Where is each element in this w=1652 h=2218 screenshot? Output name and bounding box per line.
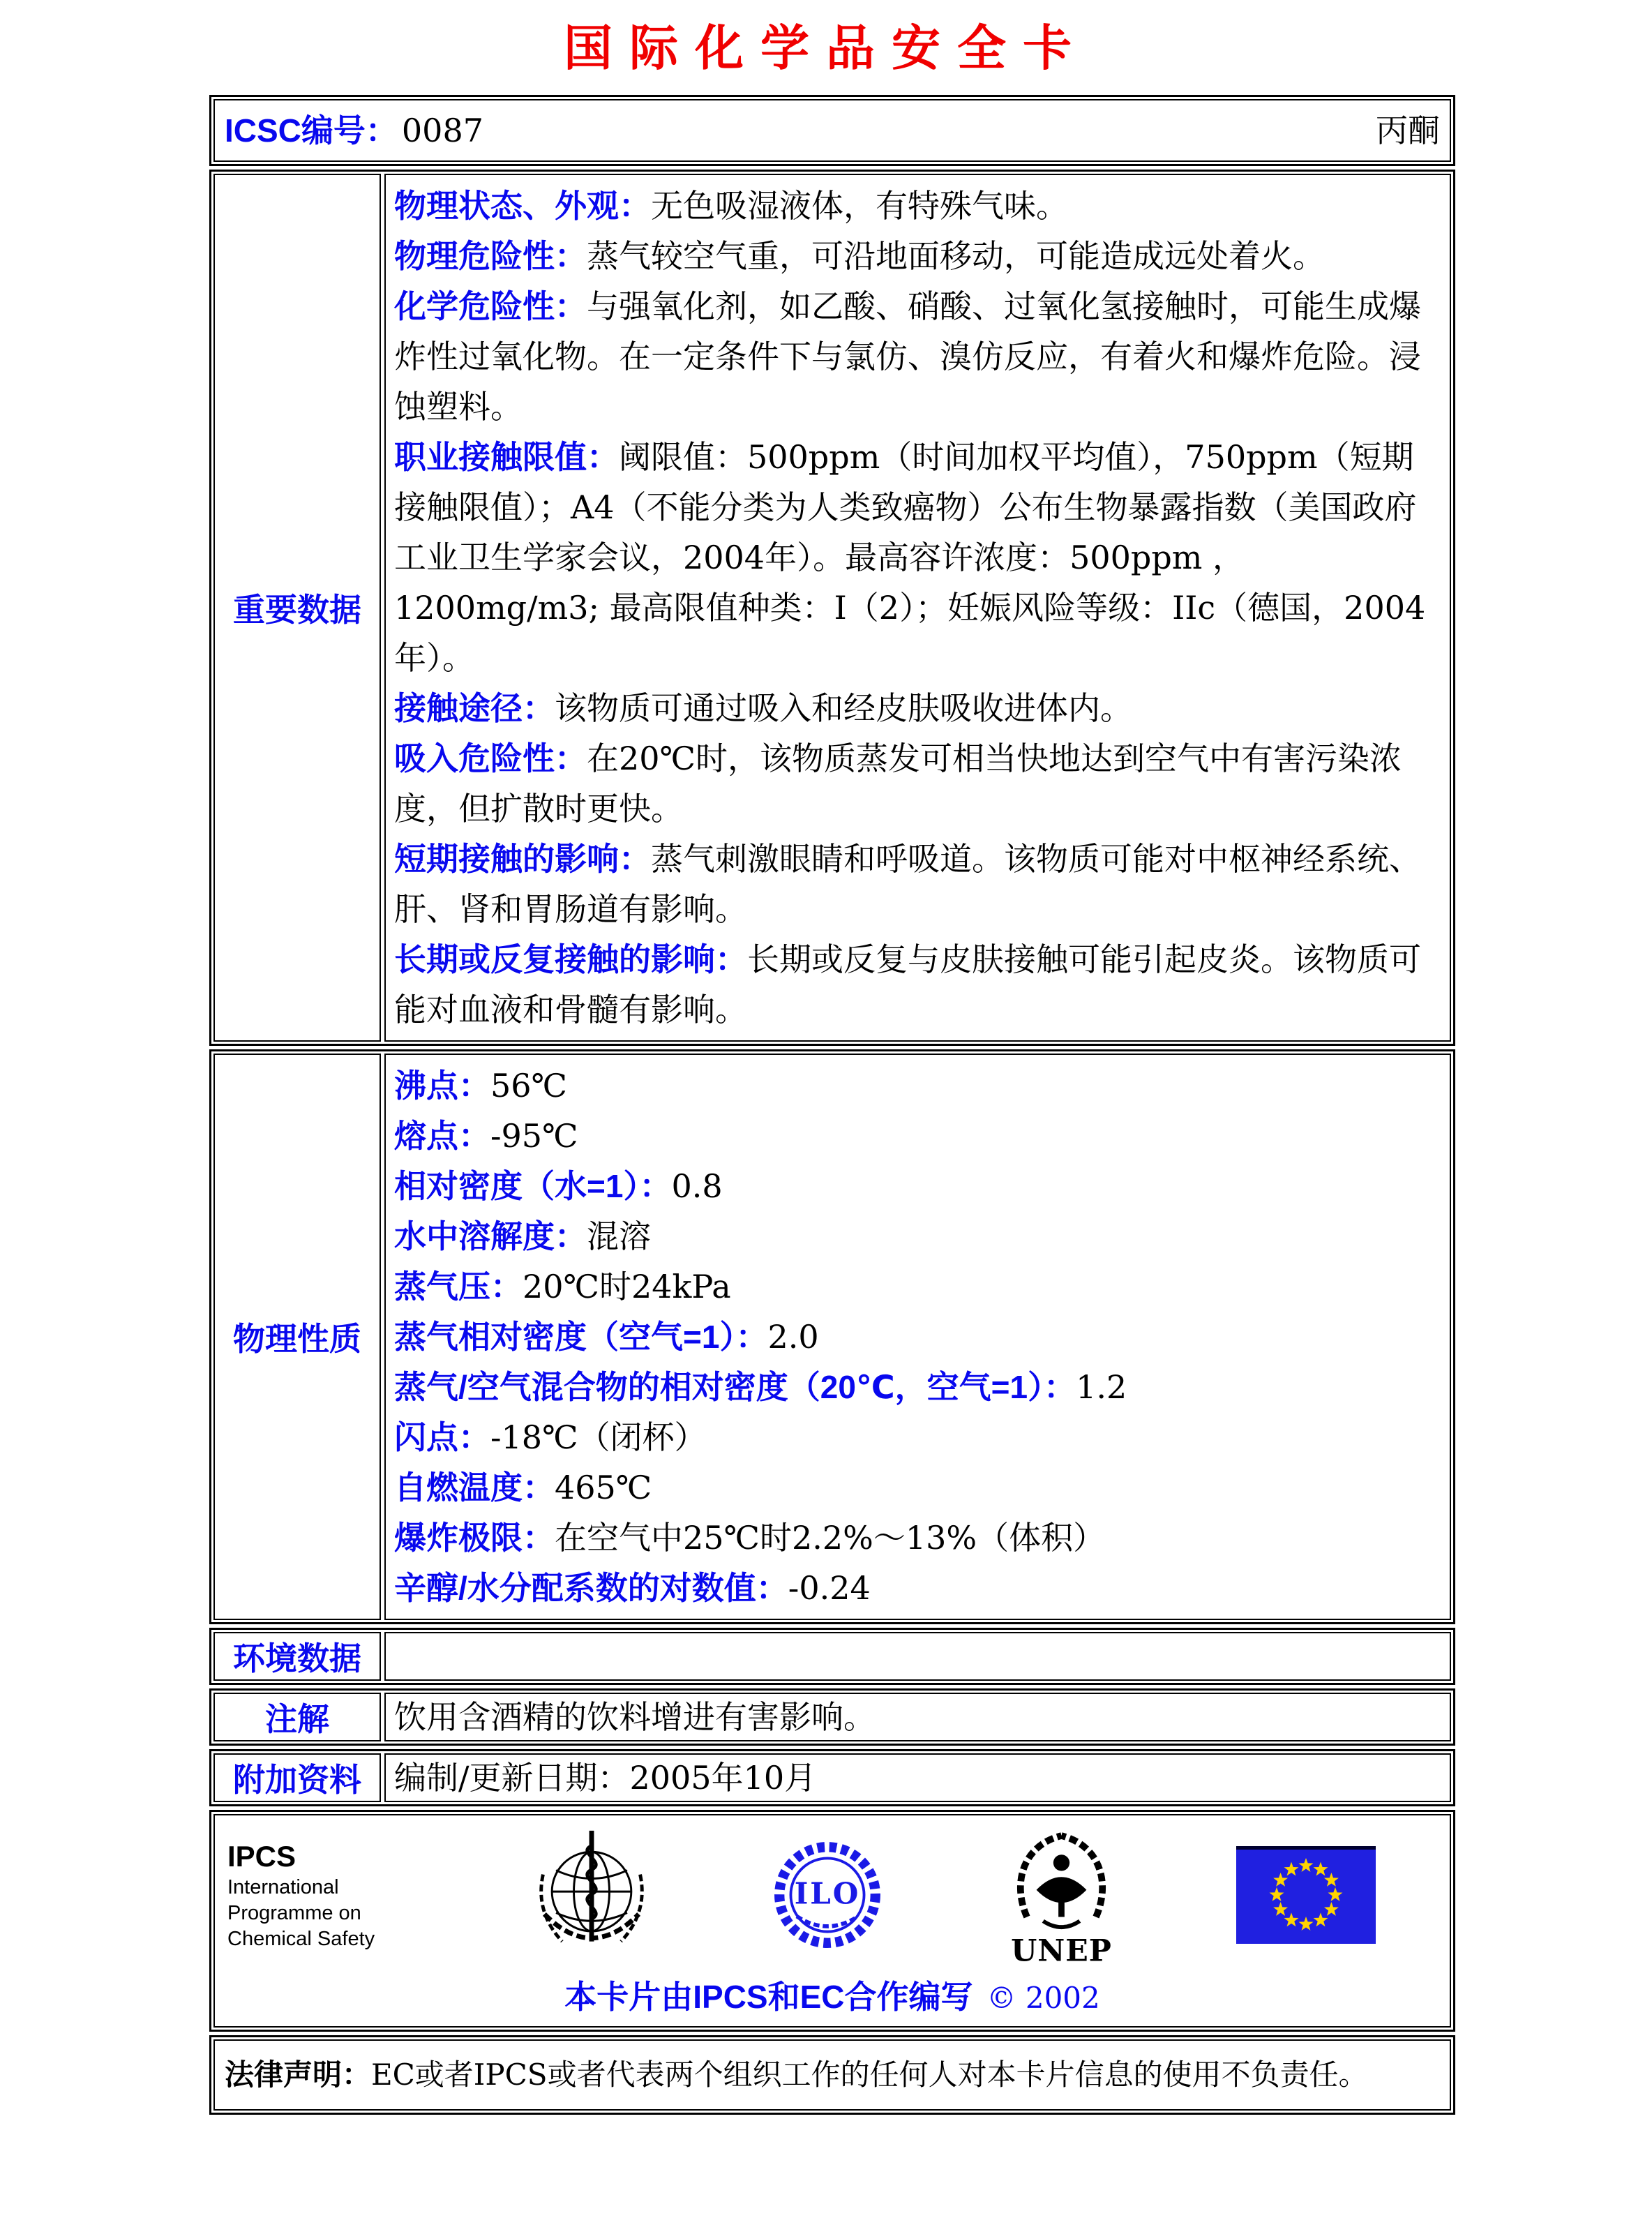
field-label: 爆炸极限： xyxy=(394,1520,555,1556)
field-row xyxy=(394,1513,1441,1563)
field-label: 相对密度（水=1）： xyxy=(394,1168,672,1204)
field-label: 化学危险性： xyxy=(394,288,587,324)
important-data-label: 重要数据 xyxy=(213,174,381,1042)
chemical-name: 丙酮 xyxy=(1376,112,1440,149)
logo-row xyxy=(222,1820,1443,1966)
ipcs-subtitle-line: Chemical Safety xyxy=(227,1927,375,1950)
field-row xyxy=(394,1161,1441,1211)
field-row xyxy=(394,1211,1441,1261)
page-title: 国际化学品安全卡 xyxy=(564,21,1088,75)
field-text: 2.0 xyxy=(767,1318,819,1356)
notes-section xyxy=(209,1688,1455,1746)
field-text: 混溶 xyxy=(587,1217,651,1255)
unep-logo-icon xyxy=(1004,1822,1119,1968)
field-row xyxy=(394,1462,1441,1513)
who-logo-icon xyxy=(533,1827,650,1963)
physical-properties-label: 物理性质 xyxy=(213,1054,381,1620)
notes-label: 注解 xyxy=(213,1693,381,1741)
field-text: 1.2 xyxy=(1076,1368,1127,1406)
field-label: 水中溶解度： xyxy=(394,1218,587,1254)
field-label: 物理危险性： xyxy=(394,238,587,274)
ipcs-subtitle-line: Programme on xyxy=(227,1901,361,1924)
field-text: 无色吸湿液体，有特殊气味。 xyxy=(651,187,1068,225)
field-row xyxy=(394,733,1441,834)
field-text: 与强氧化剂，如乙酸、硝酸、过氧化氢接触时，可能生成爆炸性过氧化物。在一定条件下与氯仿、溴仿反应，有着火和爆炸危险。浸蚀塑料。 xyxy=(394,287,1421,426)
environmental-data-content xyxy=(384,1632,1451,1681)
environmental-data-label: 环境数据 xyxy=(213,1632,381,1681)
field-text: 在空气中25℃时2.2%～13%（体积） xyxy=(555,1519,1106,1557)
field-row xyxy=(394,181,1441,231)
icsc-number-value: 0087 xyxy=(401,112,483,149)
physical-properties-section xyxy=(209,1049,1455,1624)
field-text: 0.8 xyxy=(671,1167,723,1205)
additional-info-content: 编制/更新日期：2005年10月 xyxy=(384,1753,1451,1802)
field-text: -18℃（闭杯） xyxy=(490,1418,707,1456)
field-text: 蒸气较空气重，可沿地面移动，可能造成远处着火。 xyxy=(587,237,1325,275)
field-row xyxy=(394,432,1441,683)
field-row xyxy=(394,683,1441,733)
legal-notice-label: 法律声明： xyxy=(225,2058,372,2091)
ipcs-title: IPCS xyxy=(227,1839,296,1873)
field-label: 蒸气相对密度（空气=1）： xyxy=(394,1319,768,1355)
field-text: 阈限值：500ppm（时间加权平均值），750ppm（短期接触限值）；A4（不能分类为人类致癌物）公布生物暴露指数（美国政府工业卫生学家会议，2004年）。最高容许浓度：500ppm ，1200mg/m3; 最高限值种类：I（2）；妊娠风险等级：IIc（德国，2004年）。 xyxy=(394,438,1426,677)
field-row xyxy=(394,1261,1441,1312)
field-row xyxy=(394,1362,1441,1412)
field-row xyxy=(394,281,1441,432)
field-text: 465℃ xyxy=(555,1469,652,1506)
field-label: 职业接触限值： xyxy=(394,439,619,475)
legal-notice-cell xyxy=(213,2039,1451,2111)
field-label: 接触途径： xyxy=(394,690,555,726)
field-label: 蒸气/空气混合物的相对密度（20℃，空气=1）： xyxy=(394,1369,1076,1405)
legal-notice-section xyxy=(209,2035,1455,2115)
eu-flag-icon xyxy=(1236,1846,1376,1944)
field-row xyxy=(394,1563,1441,1613)
field-text: 在20℃时，该物质蒸发可相当快地达到空气中有害污染浓度，但扩散时更快。 xyxy=(394,740,1402,827)
unep-wordmark: UNEP xyxy=(1011,1933,1113,1968)
icsc-number-label: ICSC编号： xyxy=(225,112,398,149)
field-row xyxy=(394,834,1441,934)
organizations-section xyxy=(209,1810,1455,2032)
field-text: -95℃ xyxy=(490,1117,578,1155)
field-row xyxy=(394,231,1441,281)
field-text: 20℃时24kPa xyxy=(523,1268,731,1305)
field-row xyxy=(394,1111,1441,1161)
field-text: 蒸气刺激眼睛和呼吸道。该物质可能对中枢神经系统、肝、肾和胃肠道有影响。 xyxy=(394,840,1421,928)
organizations-cell xyxy=(213,1814,1451,2028)
field-label: 辛醇/水分配系数的对数值： xyxy=(394,1570,788,1606)
field-text: -0.24 xyxy=(788,1569,871,1607)
field-label: 短期接触的影响： xyxy=(394,841,651,877)
physical-properties-content xyxy=(384,1054,1451,1620)
field-label: 沸点： xyxy=(394,1067,490,1104)
field-row xyxy=(394,934,1441,1035)
field-label: 蒸气压： xyxy=(394,1268,523,1305)
important-data-section xyxy=(209,170,1455,1046)
icsc-number-group xyxy=(225,107,483,153)
ilo-logo-icon xyxy=(767,1835,887,1955)
ilo-wordmark: ILO xyxy=(794,1876,860,1911)
additional-info-section xyxy=(209,1749,1455,1806)
ipcs-text-block xyxy=(227,1838,416,1952)
cooperation-caption-text: 本卡片由IPCS和EC合作编写 xyxy=(564,1979,973,2015)
cooperation-caption xyxy=(222,1972,1443,2018)
field-label: 自燃温度： xyxy=(394,1469,555,1506)
field-label: 吸入危险性： xyxy=(394,740,587,777)
field-text: 56℃ xyxy=(490,1067,567,1104)
field-text: 长期或反复与皮肤接触可能引起皮炎。该物质可能对血液和骨髓有影响。 xyxy=(394,941,1421,1028)
copyright-text: © 2002 xyxy=(986,1981,1100,2015)
field-label: 长期或反复接触的影响： xyxy=(394,941,747,977)
additional-info-label: 附加资料 xyxy=(213,1753,381,1802)
field-row xyxy=(394,1312,1441,1362)
legal-notice-text: EC或者IPCS或者代表两个组织工作的任何人对本卡片信息的使用不负责任。 xyxy=(371,2058,1368,2092)
header-row xyxy=(209,95,1455,166)
field-row xyxy=(394,1061,1441,1111)
field-label: 物理状态、外观： xyxy=(394,188,651,224)
header-cell xyxy=(213,99,1451,162)
field-label: 闪点： xyxy=(394,1419,490,1455)
environmental-data-section xyxy=(209,1628,1455,1685)
field-row xyxy=(394,1412,1441,1462)
important-data-content xyxy=(384,174,1451,1042)
notes-content: 饮用含酒精的饮料增进有害影响。 xyxy=(384,1693,1451,1741)
field-label: 熔点： xyxy=(394,1118,490,1154)
ipcs-subtitle-line: International xyxy=(227,1875,339,1898)
icsc-card-table xyxy=(209,95,1455,2118)
field-text: 该物质可通过吸入和经皮肤吸收进体内。 xyxy=(555,689,1132,727)
